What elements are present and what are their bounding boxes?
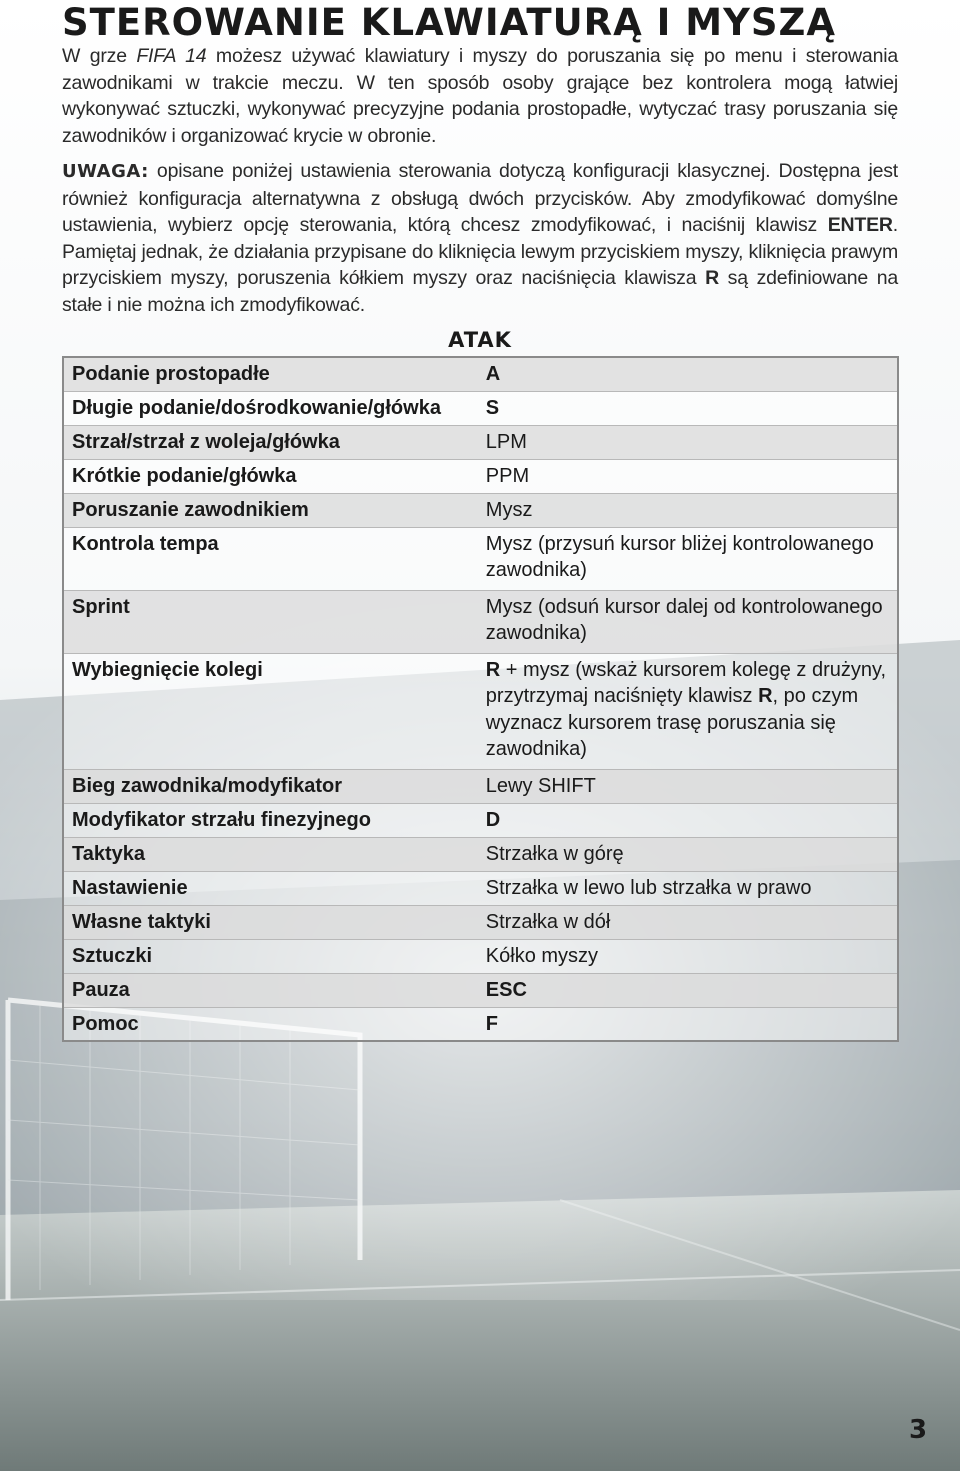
control-key: Strzałka w dół	[478, 905, 898, 939]
control-action: Strzał/strzał z woleja/główka	[63, 425, 478, 459]
control-action: Sztuczki	[63, 939, 478, 973]
table-row	[63, 871, 898, 905]
r-key: R	[705, 267, 719, 289]
intro-paragraph	[62, 43, 898, 149]
control-key: Strzałka w górę	[478, 837, 898, 871]
control-action: Długie podanie/dośrodkowanie/główka	[63, 391, 478, 425]
key-text: + mysz (wskaż kursorem kolegę z drużyny, przytrzymaj naciśnięty klawisz	[485, 658, 887, 707]
note-text-b: . Pamiętaj jednak, że działania przypisane do kliknięcia lewym przyciskiem myszy, kliknięcia prawym przyciskiem myszy, poruszenia kółkiem myszy oraz naciśnięcia klawisza	[62, 214, 898, 289]
table-row	[63, 425, 898, 459]
table-row	[63, 391, 898, 425]
table-row	[63, 493, 898, 527]
control-key: D	[478, 803, 898, 837]
control-key: PPM	[478, 459, 898, 493]
control-action: Sprint	[63, 590, 478, 653]
control-key	[478, 653, 898, 769]
control-key: LPM	[478, 425, 898, 459]
control-action: Podanie prostopadłe	[63, 357, 478, 391]
note-text-c: są zdefiniowane na stałe i nie można ich zmodyfikować.	[62, 267, 898, 316]
r-key: R	[758, 685, 773, 707]
control-action: Kontrola tempa	[63, 527, 478, 590]
control-action: Wybiegnięcie kolegi	[63, 653, 478, 769]
table-row	[63, 837, 898, 871]
control-key: A	[478, 357, 898, 391]
table-row	[63, 769, 898, 803]
table-row	[63, 653, 898, 769]
table-row	[63, 1007, 898, 1041]
control-action: Nastawienie	[63, 871, 478, 905]
r-key: R	[485, 658, 501, 681]
control-key: Strzałka w lewo lub strzałka w prawo	[478, 871, 898, 905]
intro-text-start: W grze	[62, 45, 137, 67]
table-row	[63, 527, 898, 590]
note-paragraph	[62, 158, 898, 318]
enter-key: ENTER	[827, 214, 893, 236]
intro-text-rest: możesz używać klawiatury i myszy do poruszania się po menu i sterowania zawodnikami w trakcie meczu. W ten sposób osoby grające bez kontrolera mogą łatwiej wykonywać sztuczki, wykonywać precyzyjne podania prostopadłe, wytyczać trasy poruszania się zawodników i organizować krycie w obronie.	[62, 45, 898, 147]
page-heading: STEROWANIE KLAWIATURĄ I MYSZĄ	[62, 1, 837, 44]
table-row	[63, 459, 898, 493]
control-action: Krótkie podanie/główka	[63, 459, 478, 493]
note-label: UWAGA:	[62, 161, 149, 182]
game-title: FIFA 14	[136, 45, 207, 67]
control-key: F	[478, 1007, 898, 1041]
table-row	[63, 590, 898, 653]
control-key: Mysz	[478, 493, 898, 527]
control-action: Modyfikator strzału finezyjnego	[63, 803, 478, 837]
controls-table	[62, 356, 899, 1042]
table-row	[63, 905, 898, 939]
control-action: Taktyka	[63, 837, 478, 871]
table-row	[63, 939, 898, 973]
control-action: Bieg zawodnika/modyfikator	[63, 769, 478, 803]
key-text: , po czym wyznacz kursorem trasę poruszania się zawodnika)	[485, 685, 859, 760]
control-action: Pauza	[63, 973, 478, 1007]
control-action: Poruszanie zawodnikiem	[63, 493, 478, 527]
control-action: Własne taktyki	[63, 905, 478, 939]
control-action: Pomoc	[63, 1007, 478, 1041]
section-title-attack: ATAK	[448, 328, 512, 352]
control-key: Lewy SHIFT	[478, 769, 898, 803]
table-row	[63, 803, 898, 837]
control-key: S	[478, 391, 898, 425]
control-key: ESC	[478, 973, 898, 1007]
note-text-a: opisane poniżej ustawienia sterowania dotyczą konfiguracji klasycznej. Dostępna jest również konfiguracja alternatywna z obsługą dwóch przycisków. Aby zmodyfikować domyślne ustawienia, wybierz opcję sterowania, którą chcesz zmodyfikować, i naciśnij klawisz	[62, 160, 898, 236]
page-number: 3	[908, 1415, 928, 1445]
table-row	[63, 973, 898, 1007]
control-key: Mysz (przysuń kursor bliżej kontrolowanego zawodnika)	[478, 527, 898, 590]
control-key: Kółko myszy	[478, 939, 898, 973]
control-key: Mysz (odsuń kursor dalej od kontrolowanego zawodnika)	[478, 590, 898, 653]
table-row	[63, 357, 898, 391]
